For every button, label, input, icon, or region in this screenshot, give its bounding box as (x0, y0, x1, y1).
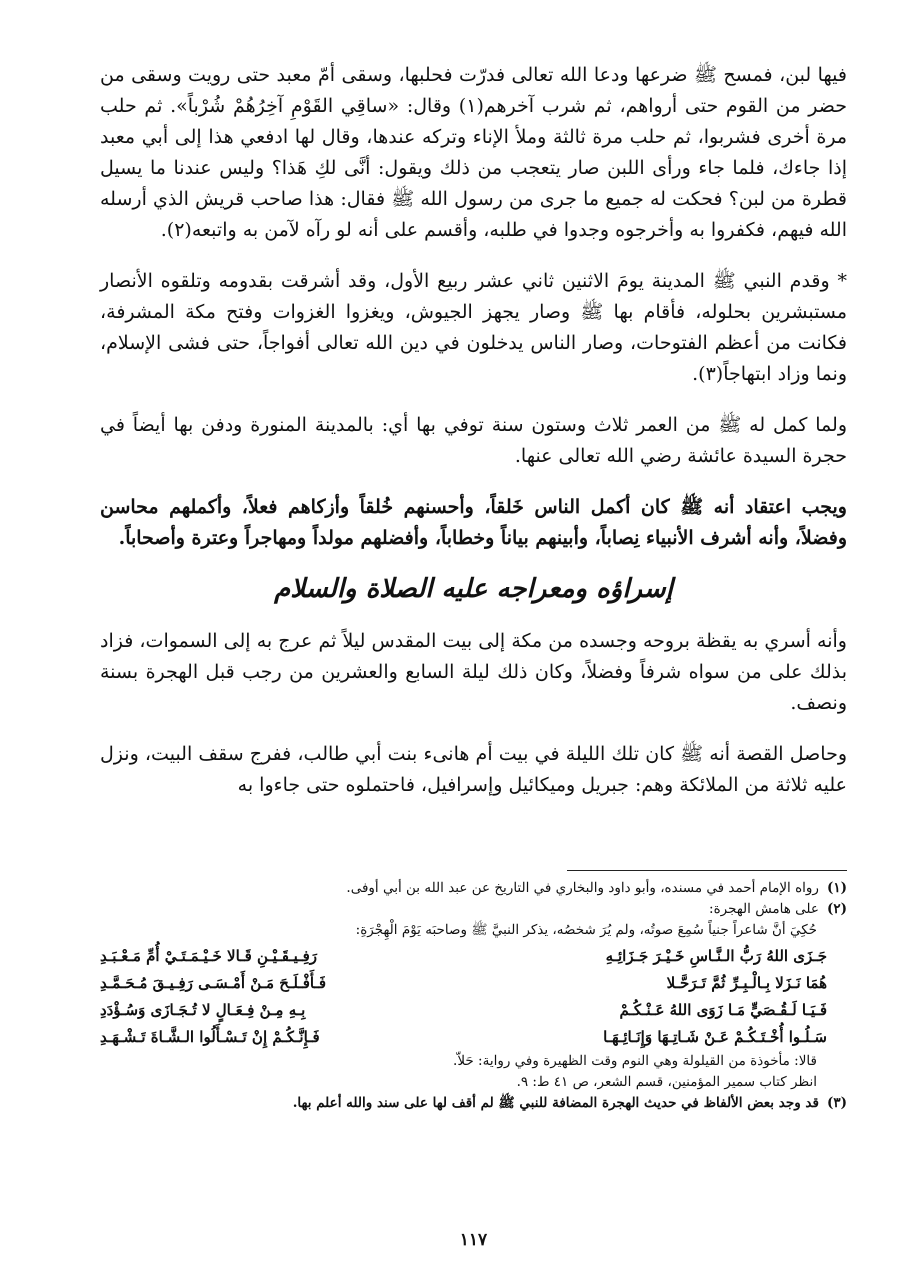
poem-verse (100, 970, 827, 997)
footnote-2-reference: انظر كتاب سمير المؤمنين، قسم الشعر، ص ٤١ ط: ٩. (516, 1074, 817, 1090)
paragraph-story: وحاصل القصة أنه ﷺ كان تلك الليلة في بيت أم هانىء بنت أبي طالب، ففرج سقف البيت، ونزل عليه ثلاثة من الملائكة وهم: جبريل وميكائيل وإسرافيل، فاحتملوه حتى جاءوا به (100, 743, 847, 796)
footnotes (100, 878, 847, 1114)
verse-second-half: فَـإِنَّـكُـمْ إِنْ تَـسْـأَلُوا الـشَّـاةَ تَـشْـهَـدِ (100, 1028, 320, 1046)
poem-verse (100, 943, 827, 970)
footnote-separator (567, 870, 847, 871)
footnote-2-note: قالا: مأخوذة من القيلولة وهي النوم وقت الظهيرة وفي رواية: حَلاّ. (453, 1053, 817, 1069)
page-number: ١١٧ (459, 1230, 488, 1250)
paragraph-death: ولما كمل له ﷺ من العمر ثلاث وستون سنة توفي بها أي: بالمدينة المنورة ودفن بها أيضاً في حجرة السيدة عائشة رضي الله تعالى عنها. (100, 414, 847, 467)
verse-first-half: هُمَا نَـزَلا بِـالْـبِـرِّ ثُمَّ تَـرَحَّـلا (666, 974, 827, 992)
verse-first-half: جَـزَى اللهُ رَبُّ الـنَّـاسِ خَـيْـرَ جَـزَائِـهِ (605, 947, 827, 965)
paragraph-umm-mabad: فيها لبن، فمسح ﷺ ضرعها ودعا الله تعالى فدرّت فحلبها، وسقى أمّ معبد حتى رويت وسقى من حضر من القوم حتى أرواهم، ثم شرب آخرهم(١) وقال: «ساقِي القَوْمِ آخِرُهُمْ شُرْباً». ثم حلب مرة أخرى فشربوا، ثم حلب مرة ثالثة وملأ الإناء وتركه عندها، وقال لها ادفعي هذا إلى أبي معبد إذا جاءك، فلما جاء ورأى اللبن صار يتعجب من ذلك ويقول: أنَّى لكِ هَذا؟ وليس عندنا ما يسيل قطرة من لبن؟ فحكت له جميع ما جرى من رسول الله ﷺ فقال: هذا صاحب قريش الذي أرسله الله فيهم، فكفروا به وأخرجوه وجدوا في طلبه، وأقسم على أنه لو رآه لآمن به واتبعه(٢). (100, 64, 847, 241)
verse-first-half: سَـلُـوا أُخْـتَـكُـمْ عَـنْ شَـاتِـهَا وَإِنَـائِـهَـا (603, 1028, 827, 1046)
verse-first-half: فَـيَـا لَـقُـصَيٍّ مَـا زَوَى اللهُ عَـنْـكُـمْ (619, 1001, 827, 1019)
footnote-2-intro: حُكِيَ أنَّ شاعراً جنياً سُمِعَ صوتُه، ولم يُرَ شخصُه، يذكر النبيَّ ﷺ وصاحبَه يَوْمَ الْهِجْرَةِ: (355, 922, 817, 938)
poem-verse (100, 1024, 827, 1051)
poem (100, 943, 827, 1051)
footnote-number: (٢) (826, 901, 847, 917)
verse-second-half: بِـهِ مِـنْ فِـعَـالٍ لا تُـجَـازَى وَسُـؤْدَدِ (100, 1001, 306, 1019)
footnote-1 (100, 878, 847, 899)
paragraph-arrival-medina: * وقدم النبي ﷺ المدينة يومَ الاثنين ثاني عشر ربيع الأول، وقد أشرقت بقدومه وتلقوه الأنصار مستبشرين بحلوله، فأقام بها ﷺ وصار يجهز الجيوش، ويغزوا الغزوات وفتح مكة المشرفة، فكانت من أعظم الفتوحات، وصار الناس يدخلون في دين الله تعالى أفواجاً، حتى فشى الإسلام، ونما وزاد ابتهاجاً(٣). (100, 270, 847, 385)
section-heading: إسراؤه ومعراجه عليه الصلاة والسلام (274, 574, 673, 604)
paragraph-belief: ويجب اعتقاد أنه ﷺ كان أكمل الناس خَلقاً، وأحسنهم خُلقاً وأزكاهم فعلاً، وأكملهم محاسن وفضلاً، وأنه أشرف الأنبياء نِصاباً، وأبينهم بياناً وخطاباً، وأفضلهم مولداً ومهاجراً وعترة وأصحاباً. (100, 496, 847, 549)
footnote-number: (١) (826, 880, 847, 896)
verse-second-half: فَـأَفْـلَـحَ مَـنْ أَمْـسَـى رَفِـيـقَ مُـحَـمَّـدِ (100, 974, 327, 992)
poem-verse (100, 997, 827, 1024)
footnote-text: قد وجد بعض الألفاظ في حديث الهجرة المضافة للنبي ﷺ لم أقف لها على سند والله أعلم بها. (292, 1095, 819, 1111)
footnote-number: (٣) (826, 1095, 847, 1111)
footnote-text: رواه الإمام أحمد في مسنده، وأبو داود والبخاري في التاريخ عن عبد الله بن أبي أوفى. (346, 880, 819, 896)
page-body (100, 60, 847, 1250)
footnote-3 (100, 1093, 847, 1114)
footnote-text: على هامش الهجرة: (709, 901, 819, 917)
verse-second-half: رَفِـيـقَـيْـنِ قَـالا خَـيْـمَـتَـيْ أُمِّ مَـعْـبَـدِ (100, 947, 318, 965)
paragraph-isra: وأنه أسري به يقظة بروحه وجسده من مكة إلى بيت المقدس ليلاً ثم عرج به إلى السموات، فزاد بذلك على من سواه شرفاً وفضلاً، وكان ذلك ليلة السابع والعشرين من رجب قبل الهجرة بسنة ونصف. (100, 630, 847, 714)
footnote-2 (100, 899, 847, 920)
